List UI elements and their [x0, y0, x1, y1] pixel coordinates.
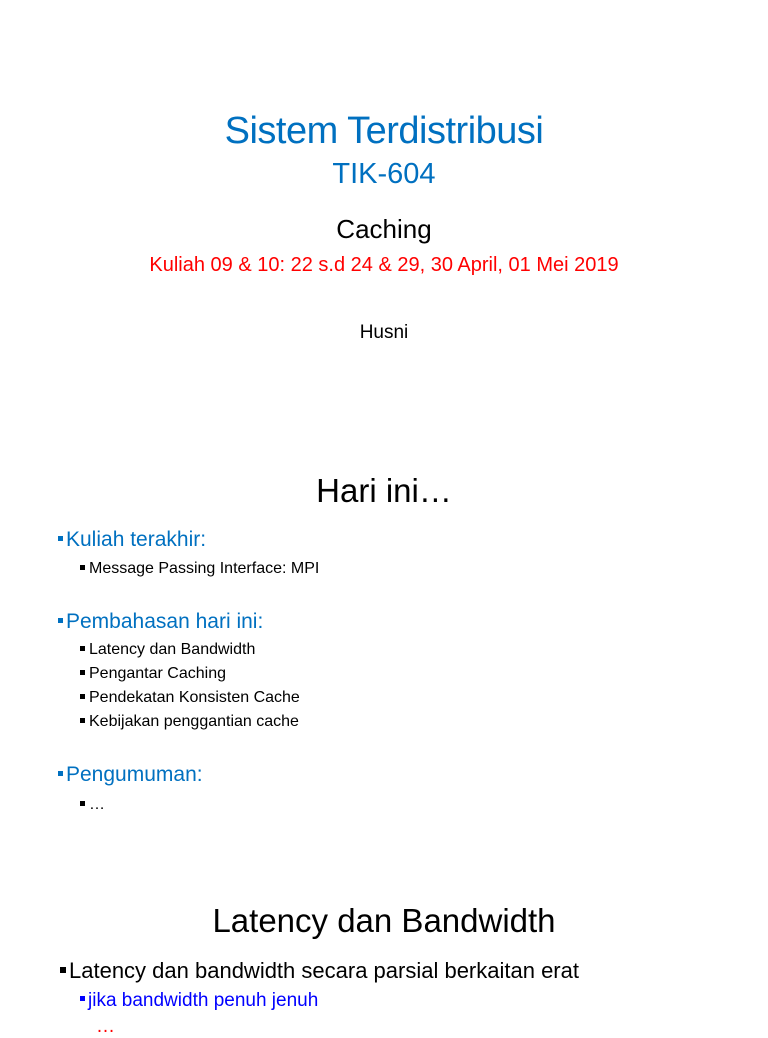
- section-heading-today: Pembahasan hari ini:: [58, 610, 263, 634]
- bullet-square-icon: [58, 536, 63, 541]
- bullet-square-icon: [80, 694, 85, 699]
- list-item: Pengantar Caching: [80, 665, 226, 683]
- cut-off-line: …: [96, 1016, 115, 1037]
- bullet-square-icon: [80, 670, 85, 675]
- lecture-topic: Caching: [336, 214, 432, 244]
- bullet-square-icon: [80, 565, 85, 570]
- bullet-square-icon: [80, 801, 85, 806]
- bullet-square-icon: [80, 996, 85, 1001]
- list-item: Pendekatan Konsisten Cache: [80, 689, 300, 707]
- bullet-square-icon: [58, 618, 63, 623]
- list-item: Kebijakan penggantian cache: [80, 713, 299, 731]
- lecture-schedule: Kuliah 09 & 10: 22 s.d 24 & 29, 30 April, 01 Mei 2019: [149, 254, 619, 276]
- section-title: Latency dan Bandwidth: [212, 902, 556, 939]
- author-name: Husni: [359, 322, 409, 343]
- section-heading-announcements: Pengumuman:: [58, 763, 203, 787]
- bullet-square-icon: [80, 718, 85, 723]
- list-item: Latency dan Bandwidth: [80, 641, 255, 659]
- list-item: Message Passing Interface: MPI: [80, 560, 319, 578]
- main-bullet: Latency dan bandwidth secara parsial berkaitan erat: [60, 958, 579, 984]
- bullet-square-icon: [60, 967, 66, 973]
- list-item: …: [80, 796, 105, 814]
- section-heading-last-lecture: Kuliah terakhir:: [58, 528, 206, 552]
- agenda-title: Hari ini…: [316, 472, 452, 509]
- bullet-square-icon: [58, 771, 63, 776]
- bullet-square-icon: [80, 646, 85, 651]
- slide-title: Sistem Terdistribusi: [224, 110, 544, 152]
- course-code: TIK-604: [332, 158, 436, 190]
- sub-bullet: jika bandwidth penuh jenuh: [80, 990, 318, 1012]
